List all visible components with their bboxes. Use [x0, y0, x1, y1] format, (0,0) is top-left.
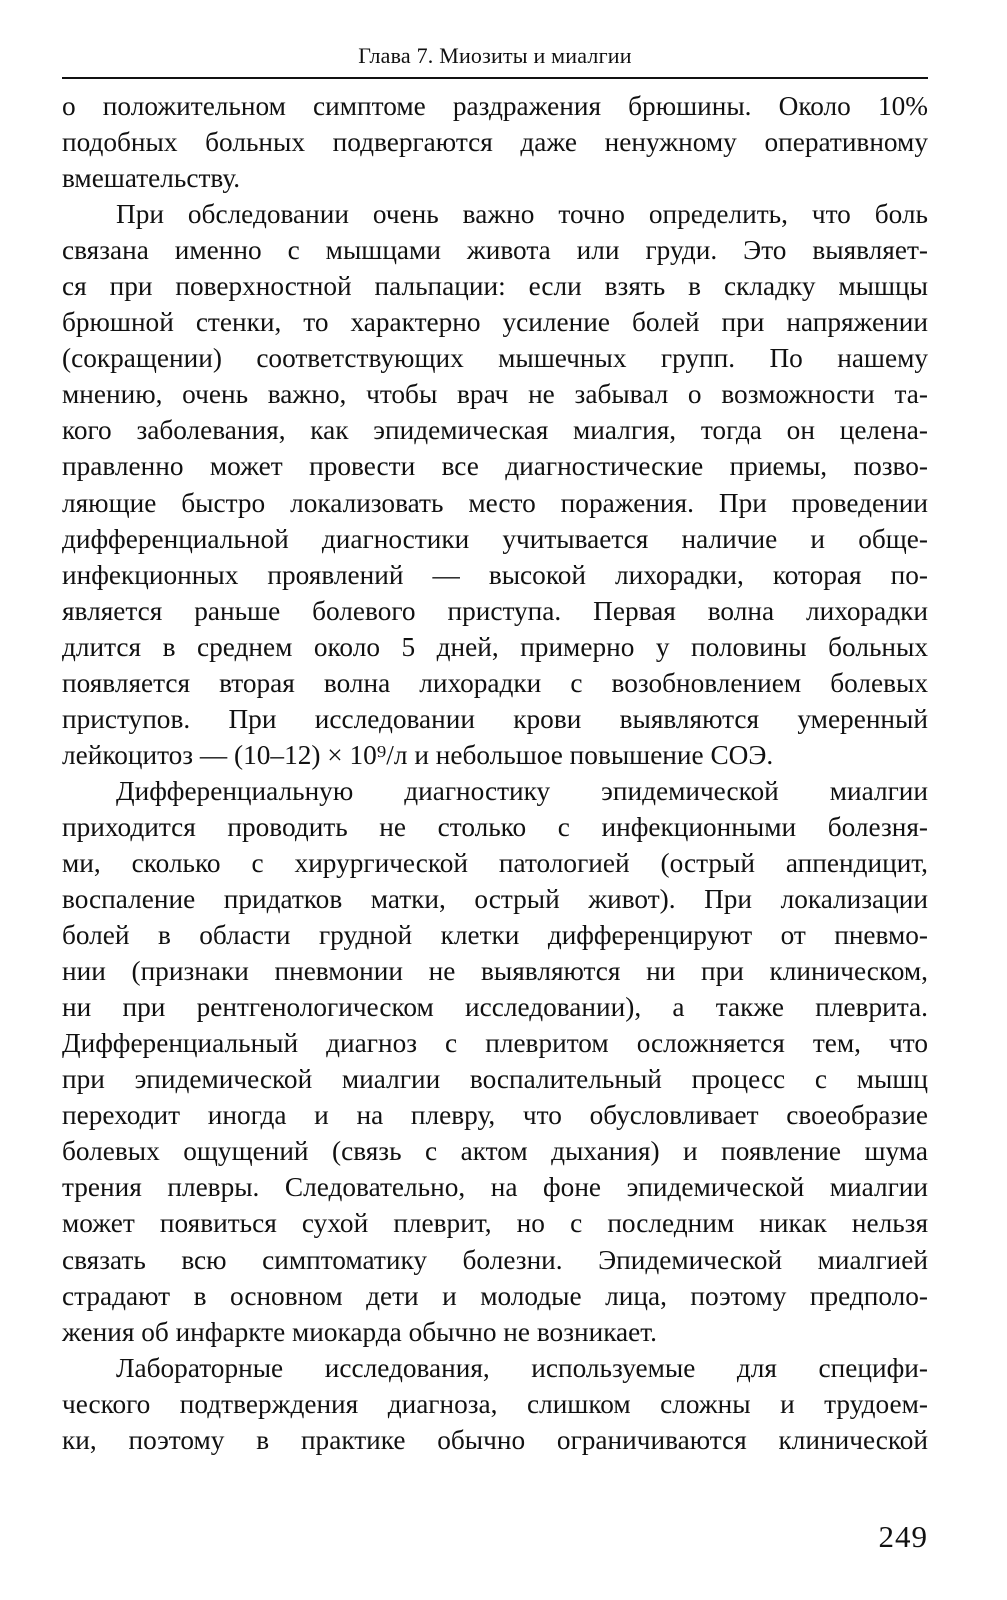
- text-line: ми, сколько с хирургической патологией (острый аппендицит,: [62, 847, 928, 878]
- text-line: при эпидемической миалгии воспалительный процесс с мышц: [62, 1064, 928, 1095]
- text-line: может появиться сухой плеврит, но с последним никак нельзя: [62, 1208, 928, 1239]
- text-line: переходит иногда и на плевру, что обусловливает своеобразие: [62, 1100, 928, 1131]
- text-line: является раньше болевого приступа. Первая волна лихорадки: [62, 595, 928, 626]
- text-line: подобных больных подвергаются даже ненужному оперативному: [62, 127, 928, 158]
- text-line: приступов. При исследовании крови выявляются умеренный: [62, 703, 928, 734]
- text-line: болей в области грудной клетки дифференцируют от пневмо-: [62, 920, 928, 951]
- text-line: связана именно с мышцами живота или груди. Это выявляет-: [62, 235, 928, 266]
- text-line: ки, поэтому в практике обычно ограничиваются клинической: [62, 1424, 928, 1455]
- text-line: трения плевры. Следовательно, на фоне эпидемической миалгии: [62, 1172, 928, 1203]
- text-line: (сокращении) соответствующих мышечных групп. По нашему: [62, 343, 928, 374]
- text-line: длится в среднем около 5 дней, примерно у половины больных: [62, 631, 928, 662]
- text-line: Дифференциальный диагноз с плевритом осложняется тем, что: [62, 1028, 928, 1059]
- text-line: воспаление придатков матки, острый живот). При локализации: [62, 884, 928, 915]
- text-line: Дифференциальную диагностику эпидемической миалгии: [116, 775, 928, 806]
- text-line: страдают в основном дети и молодые лица, поэтому предполо-: [62, 1280, 928, 1311]
- paragraph: [62, 773, 928, 1350]
- body-text: [62, 88, 928, 1458]
- text-line: о положительном симптоме раздражения брюшины. Около 10%: [62, 91, 928, 121]
- text-line: инфекционных проявлений — высокой лихорадки, которая по-: [62, 559, 928, 590]
- text-line: появляется вторая волна лихорадки с возобновлением болевых: [62, 667, 928, 698]
- text-line: ческого подтверждения диагноза, слишком сложны и трудоем-: [62, 1388, 928, 1419]
- text-line: жения об инфаркте миокарда обычно не возникает.: [62, 1316, 657, 1347]
- text-line: мнению, очень важно, чтобы врач не забывал о возможности та-: [62, 379, 928, 410]
- text-line: правленно может провести все диагностические приемы, позво-: [62, 451, 928, 482]
- paragraph: [62, 1350, 928, 1458]
- text-line: дифференциальной диагностики учитывается наличие и обще-: [62, 523, 928, 554]
- text-line: ляющие быстро локализовать место поражения. При проведении: [62, 487, 928, 518]
- text-line: приходится проводить не столько с инфекционными болезня-: [62, 811, 928, 842]
- running-header: [62, 44, 928, 79]
- paragraph: [62, 88, 928, 196]
- text-line: связать всю симптоматику болезни. Эпидемической миалгией: [62, 1244, 928, 1275]
- page-number: 249: [878, 1519, 928, 1554]
- text-line: нии (признаки пневмонии не выявляются ни при клиническом,: [62, 956, 928, 987]
- text-line: ся при поверхностной пальпации: если взять в складку мышцы: [62, 271, 928, 302]
- text-line: вмешательству.: [62, 163, 241, 194]
- text-line: кого заболевания, как эпидемическая миалгия, тогда он целена-: [62, 415, 928, 446]
- text-line: болевых ощущений (связь с актом дыхания) и появление шума: [62, 1136, 928, 1167]
- text-line: лейкоцитоз — (10–12) × 10⁹/л и небольшое повышение СОЭ.: [62, 739, 774, 770]
- text-line: ни при рентгенологическом исследовании), а также плеврита.: [62, 992, 928, 1023]
- text-line: При обследовании очень важно точно определить, что боль: [116, 199, 928, 230]
- paragraph: [62, 196, 928, 773]
- text-line: Лабораторные исследования, используемые для специфи-: [116, 1352, 928, 1383]
- chapter-title: Глава 7. Миозиты и миалгии: [358, 43, 632, 68]
- text-line: брюшной стенки, то характерно усиление болей при напряжении: [62, 307, 928, 338]
